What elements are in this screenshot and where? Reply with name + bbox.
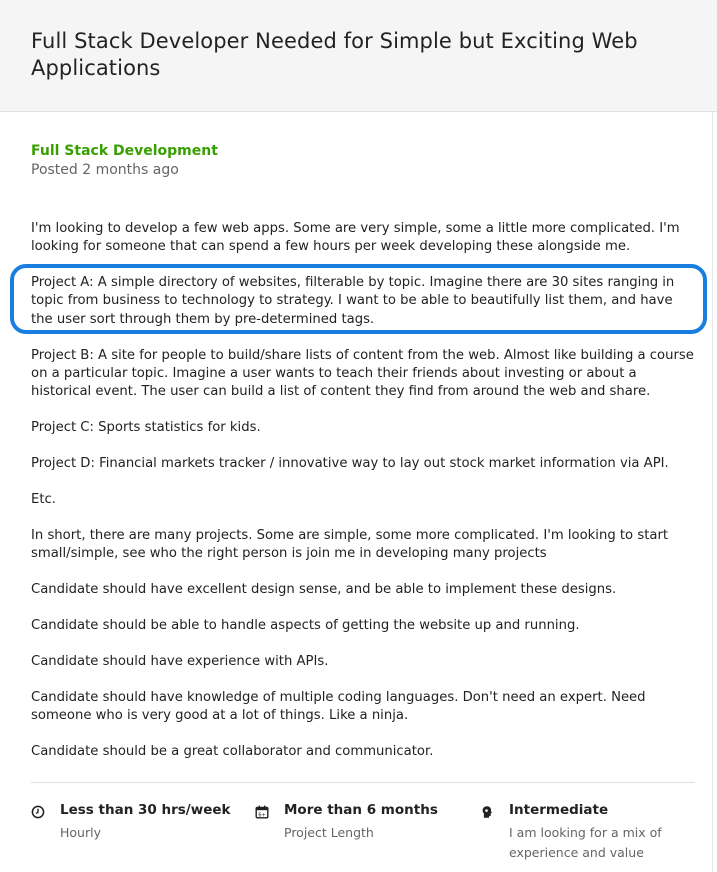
experience-level-icon [480,804,494,818]
description-paragraph: Candidate should have excellent design sense, and be able to implement these designs. [31,582,617,598]
job-header [0,0,717,112]
workload-label: Less than 30 hrs/week [60,802,231,818]
description-paragraph: Candidate should have experience with APIs. [31,654,329,670]
description-paragraph: I'm looking to develop a few web apps. Some are very simple, some a little more complicated. I'm looking for someone that can spend a few hours per week developing these alongside me. [31,221,680,255]
duration-label: More than 6 months [284,802,438,818]
description-paragraph: Candidate should be able to handle aspects of getting the website up and running. [31,618,580,634]
job-category-link[interactable]: Full Stack Development [31,143,218,159]
description-paragraph: Project D: Financial markets tracker / innovative way to lay out stock market information via API. [31,456,669,472]
svg-text:6+: 6+ [258,812,266,819]
description-paragraph: Project C: Sports statistics for kids. [31,420,261,436]
divider [31,782,695,783]
highlight-annotation [10,264,707,334]
posted-date: Posted 2 months ago [31,162,179,178]
description-paragraph: Candidate should be a great collaborator and communicator. [31,744,434,760]
description-paragraph: Etc. [31,492,56,508]
clock-icon [31,804,45,818]
description-paragraph: Project B: A site for people to build/share lists of content from the web. Almost like building a course on a particular topic. Imagine a user wants to teach their friends about investing or about a historical event. The user can build a list of content they find from around the web and share. [31,347,694,400]
experience-sub: I am looking for a mix of experience and value [509,825,662,860]
experience-label: Intermediate [509,802,609,818]
job-title: Full Stack Developer Needed for Simple but Exciting Web Applications [31,29,638,80]
calendar-icon [255,804,269,818]
workload-sub: Hourly [60,825,101,840]
duration-sub: Project Length [284,825,374,840]
description-paragraph: Candidate should have knowledge of multiple coding languages. Don't need an expert. Need someone who is very good at a lot of things. Like a ninja. [31,690,646,724]
description-paragraph: Project A: A simple directory of websites, filterable by topic. Imagine there are 30 sites ranging in topic from business to technology to strategy. I want to be able to beautifully list them, and have the user sort through them by pre-determined tags. [31,275,675,327]
description-paragraph: In short, there are many projects. Some are simple, some more complicated. I'm looking to start small/simple, see who the right person is join me in developing many projects [31,528,669,562]
